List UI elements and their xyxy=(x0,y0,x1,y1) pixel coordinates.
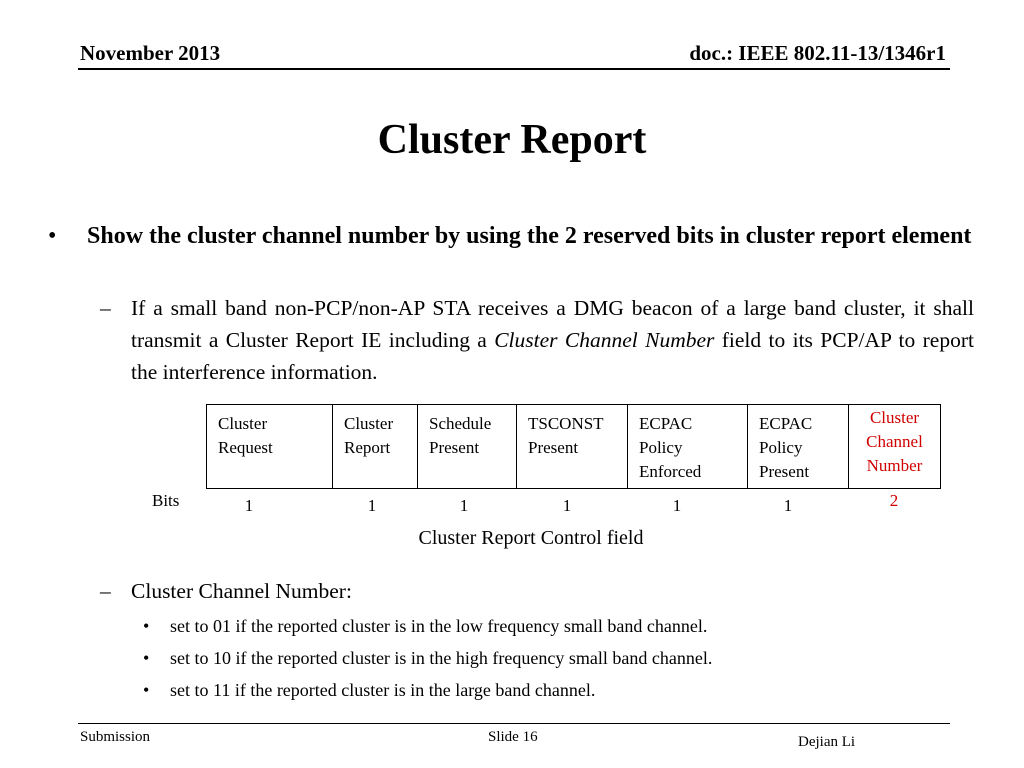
footer-divider xyxy=(78,723,950,724)
field-row xyxy=(207,405,941,489)
header-date: November 2013 xyxy=(80,41,221,65)
field-cell-schedule-present: Schedule Present xyxy=(418,405,517,489)
bit-count: 1 xyxy=(367,496,377,515)
slide-title: Cluster Report xyxy=(377,117,647,163)
list-bullet-marker: • xyxy=(143,616,150,636)
sub-bullet-marker: – xyxy=(100,579,111,603)
bullet-marker: • xyxy=(48,223,57,249)
header-divider xyxy=(78,68,950,70)
bit-count-highlight: 2 xyxy=(889,491,899,510)
list-bullet-marker: • xyxy=(143,648,150,668)
footer-author: Dejian Li xyxy=(798,734,856,750)
footer-slide-number: Slide 16 xyxy=(488,729,538,745)
bit-count: 1 xyxy=(672,496,682,515)
field-cell-cluster-channel-number: Cluster Channel Number xyxy=(849,405,941,489)
table-caption: Cluster Report Control field xyxy=(418,527,644,549)
sub-bullet-text-before: If a small band non-PCP/non-AP STA receives a DMG beacon of a large band cluster, it shall transmit a Cluster Report IE including a xyxy=(131,296,974,352)
bit-count: 1 xyxy=(783,496,793,515)
field-cell-ecpac-policy-enforced: ECPAC Policy Enforced xyxy=(628,405,748,489)
list-item: set to 11 if the reported cluster is in the large band channel. xyxy=(170,680,596,700)
bits-label: Bits xyxy=(152,491,180,510)
bit-count: 1 xyxy=(459,496,469,515)
field-cell-tsconst-present: TSCONST Present xyxy=(517,405,628,489)
list-item: set to 01 if the reported cluster is in the low frequency small band channel. xyxy=(170,616,708,636)
sub-bullet-marker: – xyxy=(100,296,111,320)
field-cell-cluster-report: Cluster Report xyxy=(333,405,418,489)
list-item: set to 10 if the reported cluster is in the high frequency small band channel. xyxy=(170,648,713,668)
footer-submission: Submission xyxy=(80,729,151,745)
sub-bullet-text-after: field to its PCP/AP to report the interference information. xyxy=(131,328,974,384)
channel-number-heading: Cluster Channel Number: xyxy=(131,579,352,603)
sub-bullet-text xyxy=(131,292,974,388)
field-cell-ecpac-policy-present: ECPAC Policy Present xyxy=(748,405,849,489)
header-doc-id: doc.: IEEE 802.11-13/1346r1 xyxy=(689,41,946,65)
bit-count: 1 xyxy=(562,496,572,515)
list-bullet-marker: • xyxy=(143,680,150,700)
field-cell-cluster-request: Cluster Request xyxy=(207,405,333,489)
main-bullet-text: Show the cluster channel number by using the 2 reserved bits in cluster report element xyxy=(87,223,972,249)
bit-count: 1 xyxy=(244,496,254,515)
cluster-report-control-table xyxy=(206,404,941,489)
sub-bullet-text-italic: Cluster Channel Number xyxy=(494,328,715,352)
